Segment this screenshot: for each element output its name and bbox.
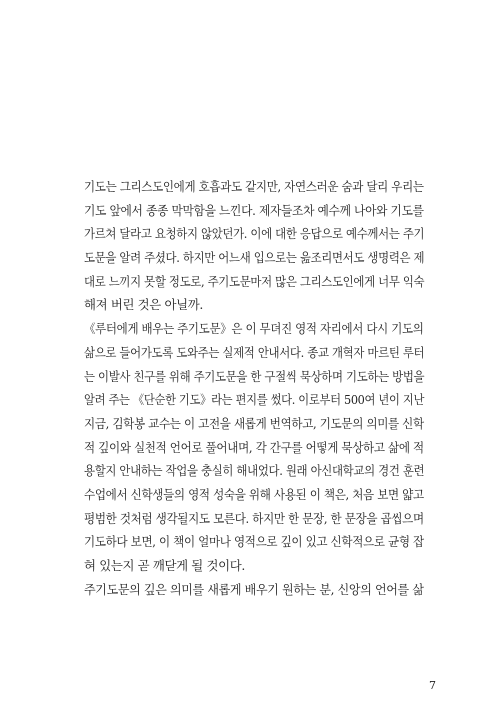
text-line: 적 깊이와 실천적 언어로 풀어내며, 각 간구를 어떻게 묵상하고 삶에 적 (84, 439, 424, 455)
text-line: 는 이발사 친구를 위해 주기도문을 한 구절씩 묵상하며 기도하는 방법을 (84, 368, 425, 384)
page-number: 7 (429, 679, 436, 692)
text-line: 주기도문의 깊은 의미를 새롭게 배우기 원하는 분, 신앙의 언어를 삶 (84, 581, 424, 597)
text-line: 혀 있는지 곧 깨닫게 될 것이다. (84, 558, 245, 573)
text-line: 기도하다 보면, 이 책이 얼마나 영적으로 깊이 있고 신학적으로 균형 잡 (84, 534, 424, 550)
text-line: 해져 버린 것은 아닐까. (84, 297, 203, 313)
text-line: 가르쳐 달라고 요청하지 않았던가. 이에 대한 응답으로 예수께서는 주기 (84, 226, 425, 242)
text-line: 용할지 안내하는 작업을 충실히 해내었다. 원래 아신대학교의 경건 훈련 (84, 463, 425, 479)
paragraph-3 (84, 578, 424, 602)
text-line: 수업에서 신학생들의 영적 성숙을 위해 사용된 이 책은, 처음 보면 얇고 (84, 486, 424, 502)
text-line: 지금, 김학봉 교수는 이 고전을 새롭게 번역하고, 기도문의 의미를 신학 (84, 415, 424, 431)
text-line: 대로 느끼지 못할 정도로, 주기도문마저 많은 그리스도인에게 너무 익숙 (84, 273, 425, 289)
text-line: 도문을 알려 주셨다. 하지만 어느새 입으로는 읊조리면서도 생명력은 제 (84, 250, 425, 266)
text-line: 삶으로 들어가도록 도와주는 실제적 안내서다. 종교 개혁자 마르틴 루터 (84, 344, 425, 360)
text-line: 《루터에게 배우는 주기도문》은 이 무뎌진 영적 자리에서 다시 기도의 (84, 321, 424, 337)
text-line: 알려 주는 《단순한 기도》라는 편지를 썼다. 이로부터 500여 년이 지난 (84, 392, 425, 408)
paragraph-1 (84, 175, 424, 317)
text-line: 평범한 것처럼 생각될지도 모른다. 하지만 한 문장, 한 문장을 곱씹으며 (84, 510, 424, 526)
body-text (84, 175, 424, 601)
text-line: 기도 앞에서 종종 막막함을 느낀다. 제자들조차 예수께 나아와 기도를 (84, 202, 424, 218)
paragraph-2 (84, 317, 424, 578)
text-line: 기도는 그리스도인에게 호흡과도 같지만, 자연스러운 숨과 달리 우리는 (84, 179, 424, 194)
